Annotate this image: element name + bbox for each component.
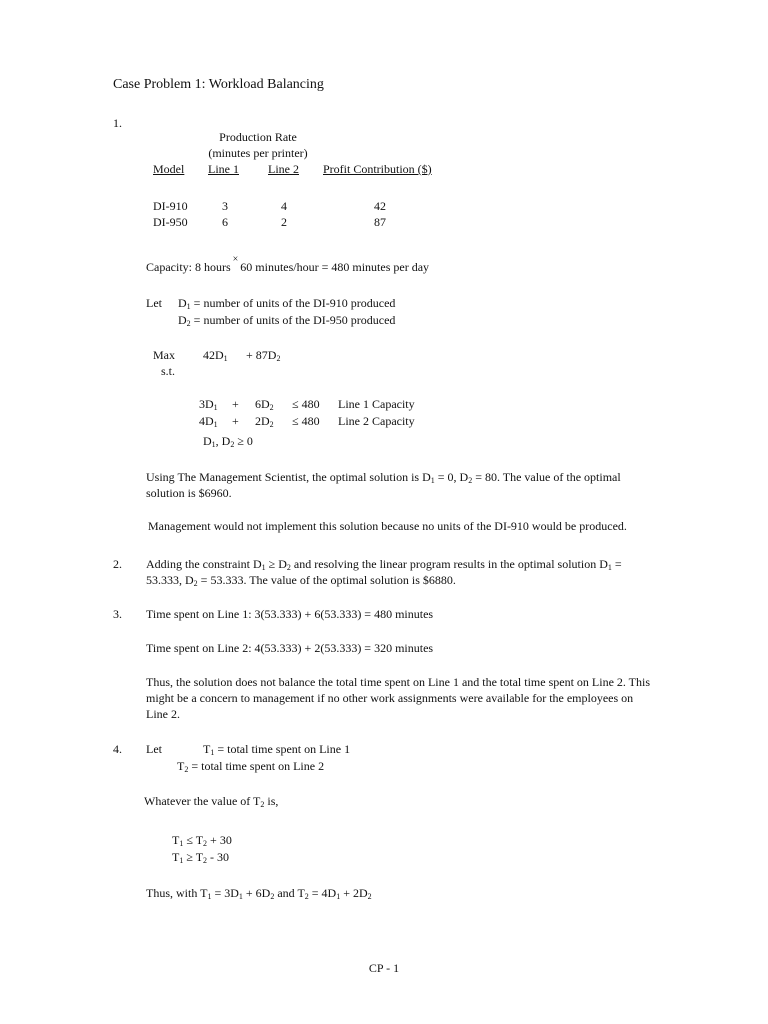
- table-row-2-line2: 2: [281, 215, 287, 229]
- table-row-2-line1: 6: [222, 215, 228, 229]
- table-row-1-line2: 4: [281, 199, 287, 213]
- whatever-text: Whatever the value of $T_2$ is,: [144, 794, 279, 809]
- page-title: Case Problem 1: Workload Balancing: [113, 77, 324, 92]
- table-row-1-model: DI-910: [153, 199, 188, 213]
- table-col-line1: Line 1: [208, 162, 239, 176]
- q3-number: 3.: [113, 607, 122, 621]
- constraint-2-term-b: $2D_2$: [255, 414, 274, 429]
- inequality-2: $T_1 \ge T_2 - 30$: [172, 850, 230, 865]
- constraint-2-rhs: ≤ 480: [292, 414, 320, 428]
- d2-definition: $D_2$ = number of units of the DI-950 produced: [178, 313, 396, 328]
- q3-line1-time: Time spent on Line 1: 3(53.333) + 6(53.333) = 480 minutes: [146, 607, 434, 621]
- constraint-1-rhs: ≤ 480: [292, 397, 320, 411]
- table-col-profit: Profit Contribution ($): [323, 162, 432, 176]
- table-col-model: Model: [153, 162, 185, 176]
- max-label: Max: [153, 348, 175, 362]
- q2-paragraph: Adding the constraint $D_1 \ge D_2$ and resolving the linear program results in the optimal solution $D_1 = 53.333$, $D_2 = 53.333$. The value of the optimal solution is $6880.: [146, 557, 622, 588]
- q4-let-label: Let: [146, 742, 162, 756]
- constraint-1-plus: +: [232, 397, 239, 411]
- page-footer: CP - 1: [368, 961, 400, 975]
- t2-definition: $T_2$ = total time spent on Line 2: [177, 759, 325, 774]
- t1-definition: $T_1$ = total time spent on Line 1: [203, 742, 351, 757]
- table-row-1-line1: 3: [222, 199, 228, 213]
- table-row-1-profit: 42: [374, 199, 386, 213]
- d1-definition: $D_1$ = number of units of the DI-910 produced: [178, 296, 396, 311]
- q4-thus-equation: Thus, with $T_1 = 3D_1 + 6D_2$ and $T_2 = 4D_1 + 2D_2$: [146, 886, 372, 901]
- st-label: s.t.: [161, 364, 176, 378]
- q3-line2-time: Time spent on Line 2: 4(53.333) + 2(53.333) = 320 minutes: [146, 641, 434, 655]
- table-row-2-model: DI-950: [153, 215, 188, 229]
- constraint-2-label: Line 2 Capacity: [338, 414, 415, 428]
- constraint-2-term-a: $4D_1$: [199, 414, 218, 429]
- table-header-units: (minutes per printer): [208, 146, 308, 160]
- objective-term-2: + $87D_2$: [246, 348, 281, 363]
- q1-number: 1.: [113, 116, 122, 130]
- inequality-1: $T_1 \le T_2 + 30$: [172, 833, 232, 848]
- objective-term-1: $42D_1$: [203, 348, 228, 363]
- constraint-1-term-b: $6D_2$: [255, 397, 274, 412]
- table-header-production-rate: Production Rate: [219, 130, 297, 144]
- capacity-text: Capacity: 8 hours×60 minutes/hour = 480 minutes per day: [146, 254, 430, 274]
- let-label: Let: [146, 296, 162, 310]
- table-row-2-profit: 87: [374, 215, 386, 229]
- table-col-line2: Line 2: [268, 162, 299, 176]
- constraint-1-term-a: $3D_1$: [199, 397, 218, 412]
- constraint-2-plus: +: [232, 414, 239, 428]
- management-paragraph: Management would not implement this solution because no units of the DI-910 would be produced.: [148, 519, 627, 533]
- nonnegativity-constraint: $D_1$, $D_2 \ge 0$: [203, 434, 253, 449]
- q4-number: 4.: [113, 742, 122, 756]
- constraint-1-label: Line 1 Capacity: [338, 397, 415, 411]
- optimal-solution-paragraph: Using The Management Scientist, the optimal solution is $D_1 = 0$, $D_2 = 80$. The value of the optimal solution is $6960.: [146, 470, 621, 500]
- q3-paragraph: Thus, the solution does not balance the total time spent on Line 1 and the total time spent on Line 2. This might be a concern to management if no other work assignments were available for the employees on Line 2.: [146, 675, 651, 721]
- times-symbol: ×: [232, 254, 239, 265]
- q2-number: 2.: [113, 557, 122, 571]
